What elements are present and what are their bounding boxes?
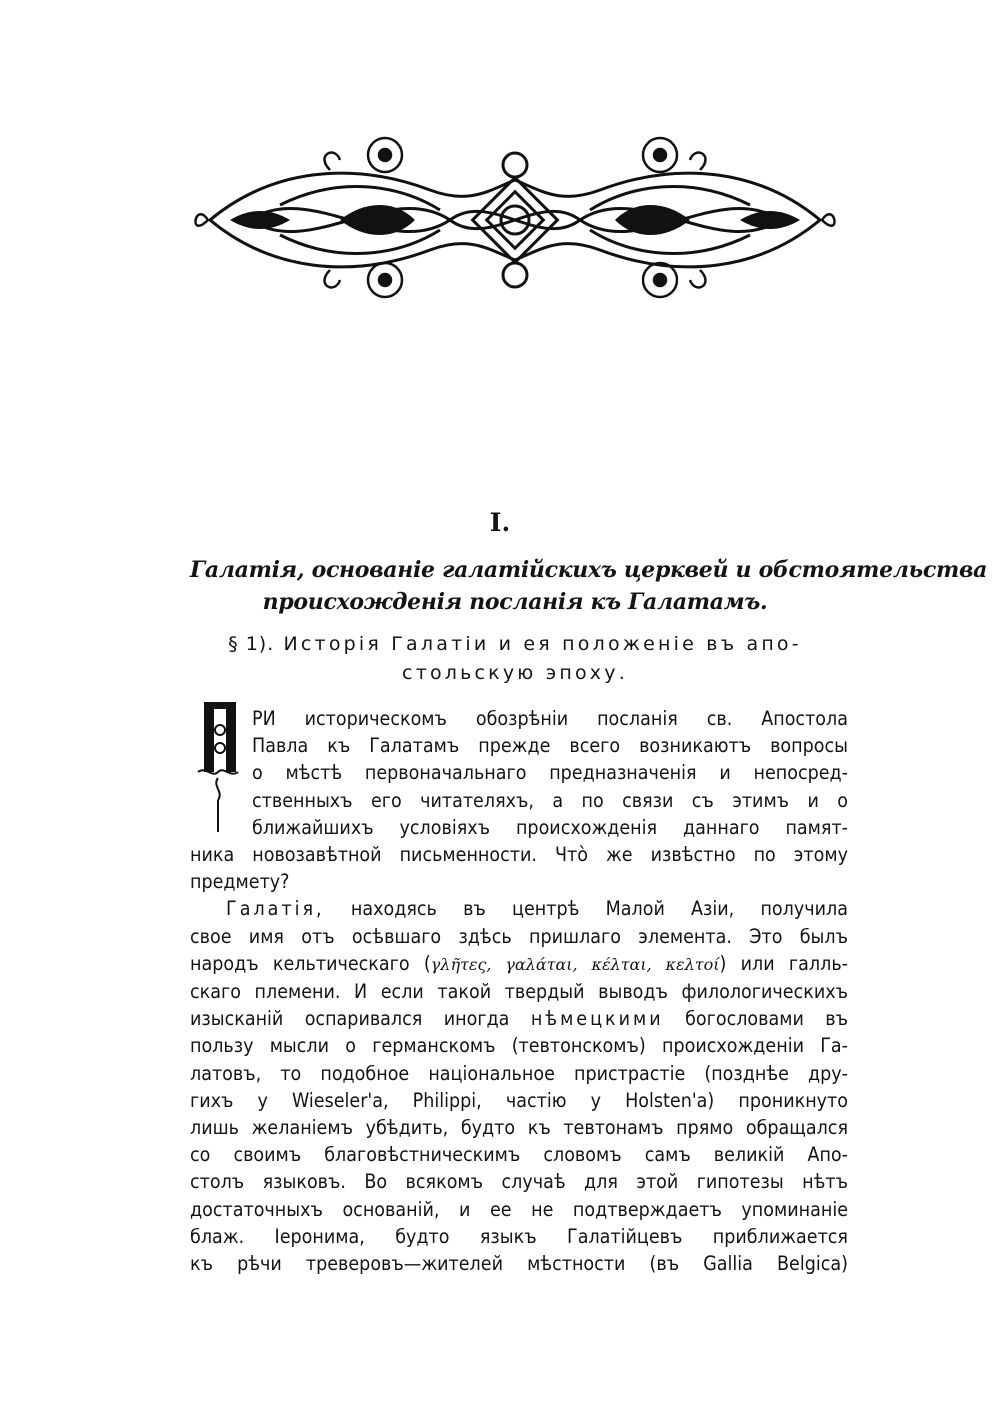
paragraph-line: къ рѣчи треверовъ—жителей мѣстности (въ Gallia Belgica) — [190, 1252, 848, 1276]
paragraph-line: достаточныхъ основаній, и ее не подтверждаетъ упоминаніе — [190, 1197, 848, 1221]
paragraph-line: латовъ, то подобное національное пристрастіе (позднѣе дру- — [190, 1061, 848, 1085]
paragraph-line — [190, 950, 848, 978]
chapter-title-line: происхожденія посланія къ Галатамъ. — [262, 589, 768, 615]
paragraph-line — [190, 1005, 848, 1032]
paragraph-line: свое имя отъ осѣвшаго здѣсь пришлаго элемента. Это былъ — [190, 924, 848, 948]
paragraph-line: гихъ у Wieseler'a, Philippi, частію у Holsten'a) проникнуто — [190, 1088, 848, 1112]
paragraph-line: со своимъ благовѣстническимъ словомъ самъ великій Апо- — [190, 1143, 848, 1167]
text-run: ) или галль- — [719, 951, 848, 975]
section-mark: § 1). — [228, 633, 275, 655]
paragraph-line: блаж. Іеронима, будто языкъ Галатійцевъ приближается — [190, 1224, 848, 1248]
body-text — [190, 705, 848, 1277]
paragraph-line: ника новозавѣтной письменности. Чтò же извѣстно по этому — [190, 843, 848, 867]
emphasized-word: нѣмецкими — [530, 1007, 664, 1031]
greek-terms: γλῆτες, γαλάται, κέλται, κελτοί — [430, 954, 720, 974]
section-heading-line: стольскую эпоху. — [402, 662, 628, 684]
section-heading-line — [190, 630, 840, 659]
paragraph-line: о мѣстѣ первоначальнаго предназначенія и непосред- — [252, 761, 848, 785]
paragraph-line: Павла къ Галатамъ прежде всего возникаютъ вопросы — [252, 734, 848, 758]
emphasized-word: Галатія, — [226, 897, 325, 921]
paragraph-line — [190, 895, 848, 922]
celtic-knot-headpiece-ornament — [190, 130, 840, 310]
paragraph-line: предмету? — [190, 870, 290, 894]
paragraph-line: скаго племени. И если такой твердый выводъ филологическихъ — [190, 980, 848, 1004]
text-run: находясь въ центрѣ Малой Азіи, получила — [350, 897, 848, 921]
chapter-title — [190, 554, 988, 618]
paragraph-line: ственныхъ его читателяхъ, а по связи съ этимъ и о — [252, 788, 848, 812]
text-run: народъ кельтическаго ( — [190, 951, 431, 975]
text-run: богословами въ — [685, 1007, 849, 1031]
paragraph-line: РИ историческомъ обозрѣніи посланія св. Апостола — [252, 707, 848, 730]
text-run: изысканій оспаривался иногда — [190, 1007, 510, 1031]
chapter-number: I. — [489, 508, 511, 537]
section-heading-text: Исторія Галатіи и ея положеніе въ апо- — [283, 633, 802, 655]
section-heading — [190, 630, 840, 688]
paragraph-line: ближайшихъ условіяхъ происхожденія даннаго памят- — [252, 815, 848, 839]
paragraph-line: столъ языковъ. Во всякомъ случаѣ для этой гипотезы нѣтъ — [190, 1170, 848, 1194]
chapter-title-line: Галатія, основаніе галатійскихъ церквей и обстоятельства — [190, 557, 988, 583]
paragraph-line: лишь желаніемъ убѣдить, будто къ тевтонамъ прямо обращался — [190, 1116, 848, 1140]
paragraph-line: пользу мысли о германскомъ (тевтонскомъ) происхожденіи Га- — [190, 1034, 848, 1058]
